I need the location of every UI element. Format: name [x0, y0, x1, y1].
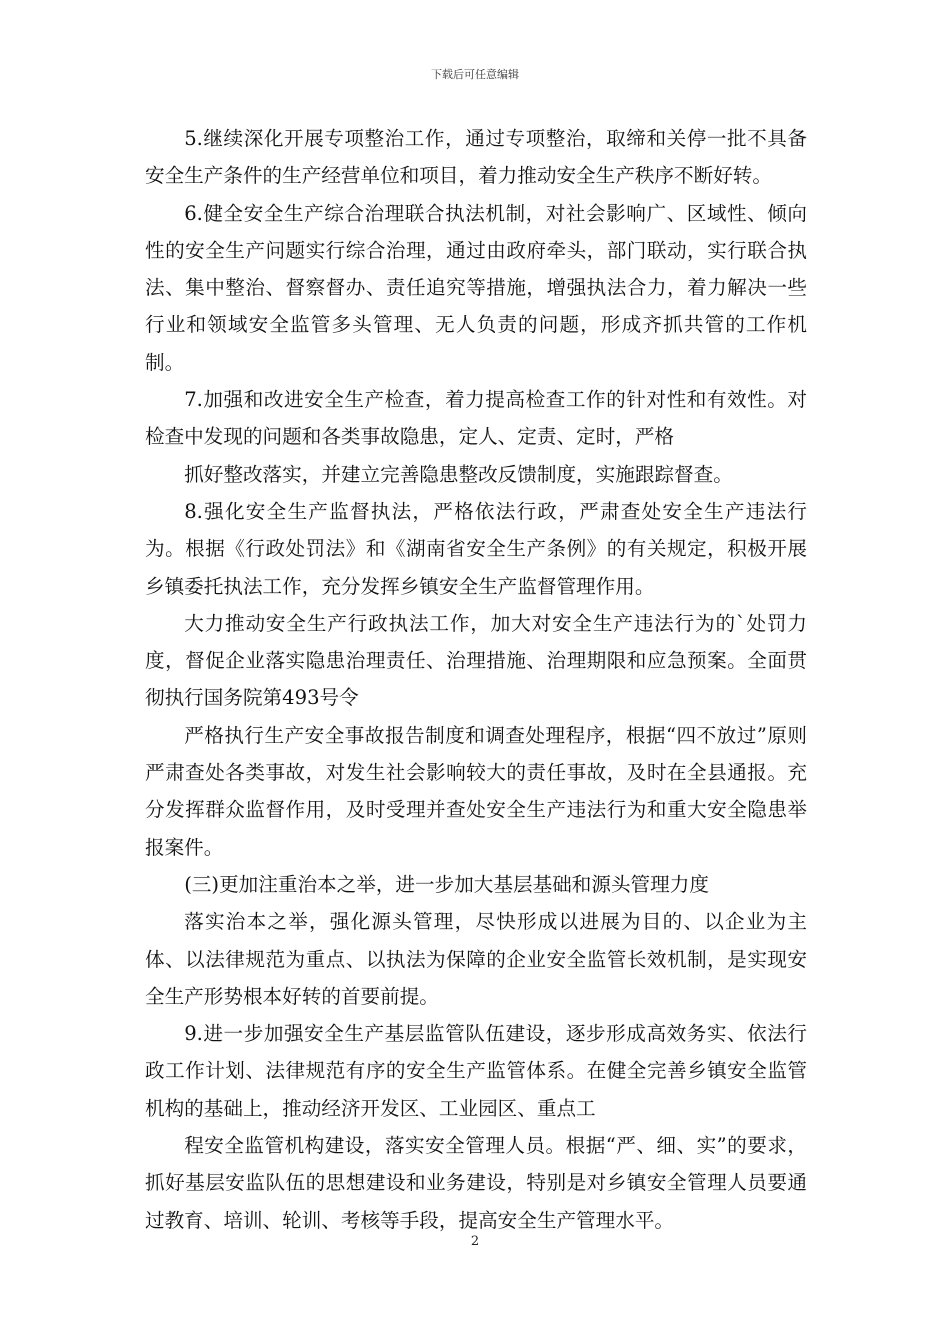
paragraph-accident-reporting: 严格执行生产安全事故报告制度和调查处理程序，根据“四不放过”原则严肃查处各类事故，对发生社会影响较大的责任事故，及时在全县通报。充分发挥群众监督作用，及时受理并查处安全生产违法行为和重大安全隐患举报案件。	[145, 723, 807, 859]
paragraph-item-7: 7.加强和改进安全生产检查，着力提高检查工作的针对性和有效性。对检查中发现的问题和各类事故隐患，定人、定责、定时，严格	[145, 388, 807, 449]
paragraph-item-5: 5.继续深化开展专项整治工作，通过专项整治，取缔和关停一批不具备安全生产条件的生产经营单位和项目，着力推动安全生产秩序不断好转。	[145, 127, 807, 188]
paragraph-item-8: 8.强化安全生产监督执法，严格依法行政，严肃查处安全生产违法行为。根据《行政处罚法》和《湖南省安全生产条例》的有关规定，积极开展乡镇委托执法工作，充分发挥乡镇安全生产监督管理作用。	[145, 499, 807, 598]
paragraph-root-management: 落实治本之举，强化源头管理，尽快形成以进展为目的、以企业为主体、以法律规范为重点、以执法为保障的企业安全监管长效机制，是实现安全生产形势根本好转的首要前提。	[145, 910, 807, 1008]
page-header-note: 下载后可任意编辑	[431, 68, 519, 81]
section-heading-3: (三)更加注重治本之举，进一步加大基层基础和源头管理力度	[184, 872, 709, 896]
paragraph-enforcement: 大力推动安全生产行政执法工作，加大对安全生产违法行为的`处罚力度，督促企业落实隐患治理责任、治理措施、治理期限和应急预案。全面贯彻执行国务院第493号令	[145, 611, 807, 710]
paragraph-item-9: 9.进一步加强安全生产基层监管队伍建设，逐步形成高效务实、依法行政工作计划、法律规范有序的安全生产监管体系。在健全完善乡镇安全监管机构的基础上，推动经济开发区、工业园区、重点工	[145, 1022, 807, 1120]
paragraph-item-7-continued: 抓好整改落实，并建立完善隐患整改反馈制度，实施跟踪督查。	[184, 462, 733, 486]
paragraph-item-9-continued: 程安全监管机构建设，落实安全管理人员。根据“严、细、实”的要求，抓好基层安监队伍的思想建设和业务建设，特别是对乡镇安全管理人员要通过教育、培训、轮训、考核等手段，提高安全生产管理水平。	[145, 1134, 807, 1232]
paragraph-item-6: 6.健全安全生产综合治理联合执法机制，对社会影响广、区域性、倾向性的安全生产问题实行综合治理，通过由政府牵头，部门联动，实行联合执法、集中整治、督察督办、责任追究等措施，增强执法合力，着力解决一些行业和领域安全监管多头管理、无人负责的问题，形成齐抓共管的工作机制。	[145, 201, 807, 374]
page-number: 2	[470, 1234, 480, 1249]
document-body	[145, 120, 807, 1239]
